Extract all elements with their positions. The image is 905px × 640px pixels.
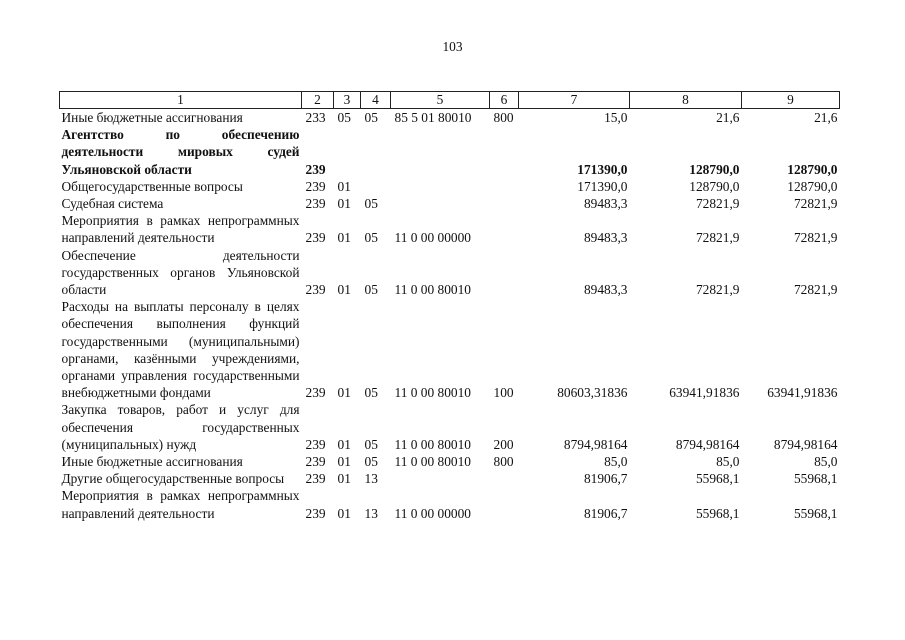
row-col-3: 01: [337, 454, 351, 470]
row-col-9: 55968,1: [793, 471, 838, 487]
header-col-9: 9: [742, 92, 840, 109]
row-col-3: 01: [337, 385, 351, 401]
row-col-6: [490, 247, 519, 299]
table-header: [60, 92, 840, 109]
row-col-3: 01: [337, 196, 351, 212]
row-name: Другие общегосударственные вопросы: [61, 471, 285, 487]
row-col-7: 8794,98164: [563, 436, 628, 452]
row-col-7: 80603,31836: [557, 385, 628, 401]
row-col-2: 239: [305, 454, 326, 470]
row-col-9: 63941,91836: [767, 385, 838, 401]
row-col-9: 72821,9: [793, 230, 838, 246]
row-col-3: 01: [337, 230, 351, 246]
row-col-4: 13: [364, 471, 378, 487]
row-col-5: 11 0 00 80010: [394, 436, 471, 452]
row-col-8: 128790,0: [689, 161, 740, 177]
header-col-4: 4: [361, 92, 391, 109]
table-row: [60, 212, 840, 246]
row-col-9: 85,0: [814, 454, 838, 470]
row-col-6: [490, 126, 519, 178]
row-col-9: 72821,9: [793, 196, 838, 212]
header-col-2: 2: [302, 92, 334, 109]
row-col-8: 63941,91836: [669, 385, 740, 401]
table-row: [60, 178, 840, 195]
row-col-4: 05: [364, 196, 378, 212]
row-col-9: 128790,0: [787, 178, 838, 194]
row-col-2: 239: [305, 230, 326, 246]
row-col-9: 128790,0: [787, 161, 838, 177]
table-row: [60, 126, 840, 178]
row-col-7: 15,0: [604, 110, 628, 125]
row-col-3: 01: [337, 178, 351, 194]
row-col-5: [391, 195, 490, 212]
row-col-3: 01: [337, 471, 351, 487]
page-number: 103: [442, 39, 463, 54]
row-col-8: 85,0: [716, 454, 740, 470]
table-row: [60, 109, 840, 127]
row-name: Агентство по обеспечению деятельности мировых судей Ульяновской области: [61, 127, 300, 177]
row-col-4: 05: [364, 385, 378, 401]
header-col-6: 6: [490, 92, 519, 109]
row-name: Мероприятия в рамках непрограммных направлений деятельности: [61, 488, 300, 521]
header-col-3: 3: [334, 92, 361, 109]
row-col-8: 55968,1: [695, 505, 740, 521]
row-col-2: 239: [305, 385, 326, 401]
row-col-2: 239: [305, 505, 326, 521]
row-col-4: [361, 126, 391, 178]
row-col-6: 200: [493, 436, 514, 452]
row-col-4: [361, 178, 391, 195]
header-row: [60, 92, 840, 109]
row-col-7: 89483,3: [583, 282, 628, 298]
row-col-4: 05: [364, 230, 378, 246]
row-name: Закупка товаров, работ и услуг для обеспечения государственных (муниципальных) нужд: [61, 402, 300, 452]
row-col-6: 800: [493, 110, 514, 125]
table-row: [60, 470, 840, 487]
row-col-4: 05: [364, 436, 378, 452]
table-row: [60, 453, 840, 470]
row-col-7: 89483,3: [583, 196, 628, 212]
row-col-3: 01: [337, 436, 351, 452]
row-col-2: 239: [305, 436, 326, 452]
row-col-9: 8794,98164: [773, 436, 838, 452]
row-col-4: 05: [364, 110, 378, 125]
row-col-8: 55968,1: [695, 471, 740, 487]
table-row: [60, 247, 840, 299]
row-col-6: [490, 178, 519, 195]
row-col-6: [490, 195, 519, 212]
row-col-3: 01: [337, 282, 351, 298]
row-col-8: 8794,98164: [675, 436, 740, 452]
row-col-9: 55968,1: [793, 505, 838, 521]
table-row: [60, 401, 840, 453]
row-col-7: 171390,0: [577, 161, 628, 177]
budget-table: [59, 91, 840, 522]
row-col-7: 171390,0: [577, 178, 628, 194]
header-col-8: 8: [630, 92, 742, 109]
row-col-7: 81906,7: [583, 471, 628, 487]
row-col-5: 85 5 01 80010: [394, 110, 472, 125]
row-col-7: 85,0: [604, 454, 628, 470]
row-name: Судебная система: [61, 196, 164, 212]
row-col-9: 21,6: [814, 110, 838, 125]
row-col-5: 11 0 00 00000: [394, 505, 471, 521]
row-col-8: 72821,9: [695, 282, 740, 298]
row-col-8: 128790,0: [689, 178, 740, 194]
row-name: Иные бюджетные ассигнования: [61, 110, 243, 125]
row-col-5: 11 0 00 80010: [394, 282, 471, 298]
row-col-5: [391, 178, 490, 195]
row-col-6: [490, 487, 519, 521]
row-col-5: 11 0 00 80010: [394, 454, 471, 470]
row-name: Иные бюджетные ассигнования: [61, 454, 243, 470]
row-col-9: 72821,9: [793, 282, 838, 298]
row-col-7: 81906,7: [583, 505, 628, 521]
row-col-3: 05: [337, 110, 351, 125]
row-col-5: [391, 470, 490, 487]
row-name: Расходы на выплаты персоналу в целях обеспечения выполнения функций государственными (муниципальными) органами, казёнными учреждениями, органами управления государственными внебюджетными фондами: [61, 299, 300, 401]
row-name: Общегосударственные вопросы: [61, 178, 243, 194]
row-col-2: 239: [305, 471, 326, 487]
header-col-1: 1: [60, 92, 302, 109]
row-col-6: 800: [493, 454, 514, 470]
row-col-2: 239: [305, 282, 326, 298]
row-col-5: [391, 126, 490, 178]
row-col-2: 239: [305, 161, 326, 177]
row-col-5: 11 0 00 80010: [394, 385, 471, 401]
table-row: [60, 298, 840, 401]
row-col-7: 89483,3: [583, 230, 628, 246]
row-col-6: [490, 212, 519, 246]
row-col-6: [490, 470, 519, 487]
table-body: [60, 109, 840, 522]
row-col-4: 05: [364, 282, 378, 298]
header-col-7: 7: [519, 92, 630, 109]
header-col-5: 5: [391, 92, 490, 109]
table-row: [60, 195, 840, 212]
row-col-8: 72821,9: [695, 230, 740, 246]
row-col-8: 72821,9: [695, 196, 740, 212]
row-col-3: [334, 126, 361, 178]
table-row: [60, 487, 840, 521]
row-col-2: 239: [305, 178, 326, 194]
row-col-8: 21,6: [716, 110, 740, 125]
row-col-4: 13: [364, 505, 378, 521]
row-col-5: 11 0 00 00000: [394, 230, 471, 246]
row-col-2: 239: [305, 196, 326, 212]
row-col-6: 100: [493, 385, 514, 401]
row-col-4: 05: [364, 454, 378, 470]
row-name: Обеспечение деятельности государственных органов Ульяновской области: [61, 247, 300, 298]
row-col-2: 233: [305, 110, 326, 125]
row-col-3: 01: [337, 505, 351, 521]
row-name: Мероприятия в рамках непрограммных направлений деятельности: [61, 213, 300, 246]
